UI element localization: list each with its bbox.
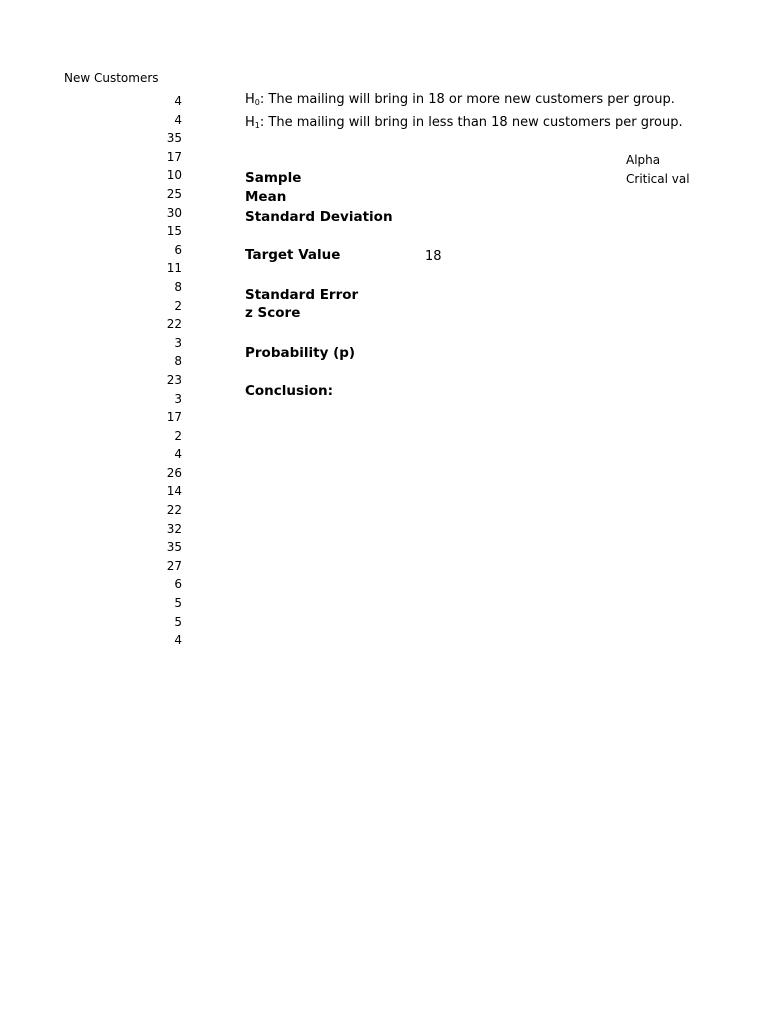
new-customers-cell[interactable]: 15: [166, 224, 182, 239]
h1-text: : The mailing will bring in less than 18 new customers per group.: [259, 115, 683, 130]
new-customers-values: [130, 92, 182, 650]
h1-subscript: 1: [254, 121, 260, 130]
new-customers-cell[interactable]: 11: [166, 261, 182, 276]
new-customers-cell[interactable]: 2: [174, 428, 182, 443]
new-customers-cell[interactable]: 3: [174, 335, 182, 350]
new-customers-cell[interactable]: 35: [166, 540, 182, 555]
h0-text: : The mailing will bring in 18 or more new customers per group.: [259, 92, 675, 107]
new-customers-cell[interactable]: 4: [174, 447, 182, 462]
label-target-value[interactable]: Target Value: [245, 247, 341, 263]
null-hypothesis[interactable]: [245, 92, 675, 108]
new-customers-cell[interactable]: 4: [174, 633, 182, 648]
h0-symbol: H: [245, 92, 255, 107]
label-mean[interactable]: Mean: [245, 189, 287, 205]
new-customers-cell[interactable]: 6: [174, 577, 182, 592]
new-customers-cell[interactable]: 17: [166, 149, 182, 164]
label-critical-value[interactable]: Critical val: [626, 172, 690, 186]
new-customers-cell[interactable]: 25: [166, 186, 182, 201]
column-header-new-customers[interactable]: New Customers: [64, 71, 159, 85]
new-customers-cell[interactable]: 8: [174, 279, 182, 294]
label-z-score[interactable]: z Score: [245, 305, 301, 321]
new-customers-cell[interactable]: 10: [166, 168, 182, 183]
label-standard-deviation[interactable]: Standard Deviation: [245, 209, 393, 225]
label-sample[interactable]: Sample: [245, 170, 302, 186]
new-customers-cell[interactable]: 3: [174, 391, 182, 406]
alternative-hypothesis[interactable]: [245, 115, 683, 131]
label-probability[interactable]: Probability (p): [245, 345, 356, 361]
new-customers-cell[interactable]: 22: [166, 317, 182, 332]
new-customers-cell[interactable]: 17: [166, 410, 182, 425]
new-customers-cell[interactable]: 5: [174, 614, 182, 629]
new-customers-cell[interactable]: 14: [166, 484, 182, 499]
new-customers-cell[interactable]: 2: [174, 298, 182, 313]
new-customers-cell[interactable]: 30: [166, 205, 182, 220]
label-alpha[interactable]: Alpha: [626, 153, 661, 167]
new-customers-cell[interactable]: 8: [174, 354, 182, 369]
new-customers-cell[interactable]: 26: [166, 465, 182, 480]
label-conclusion[interactable]: Conclusion:: [245, 383, 333, 399]
new-customers-cell[interactable]: 35: [166, 131, 182, 146]
new-customers-cell[interactable]: 5: [174, 596, 182, 611]
label-standard-error[interactable]: Standard Error: [245, 287, 359, 303]
h1-symbol: H: [245, 115, 255, 130]
new-customers-cell[interactable]: 23: [166, 372, 182, 387]
new-customers-cell[interactable]: 27: [166, 558, 182, 573]
new-customers-cell[interactable]: 32: [166, 521, 182, 536]
new-customers-cell[interactable]: 4: [174, 94, 182, 108]
target-value-cell[interactable]: 18: [425, 249, 442, 264]
new-customers-cell[interactable]: 4: [174, 112, 182, 127]
h0-subscript: 0: [254, 98, 260, 107]
new-customers-cell[interactable]: 6: [174, 242, 182, 257]
new-customers-cell[interactable]: 22: [166, 503, 182, 518]
